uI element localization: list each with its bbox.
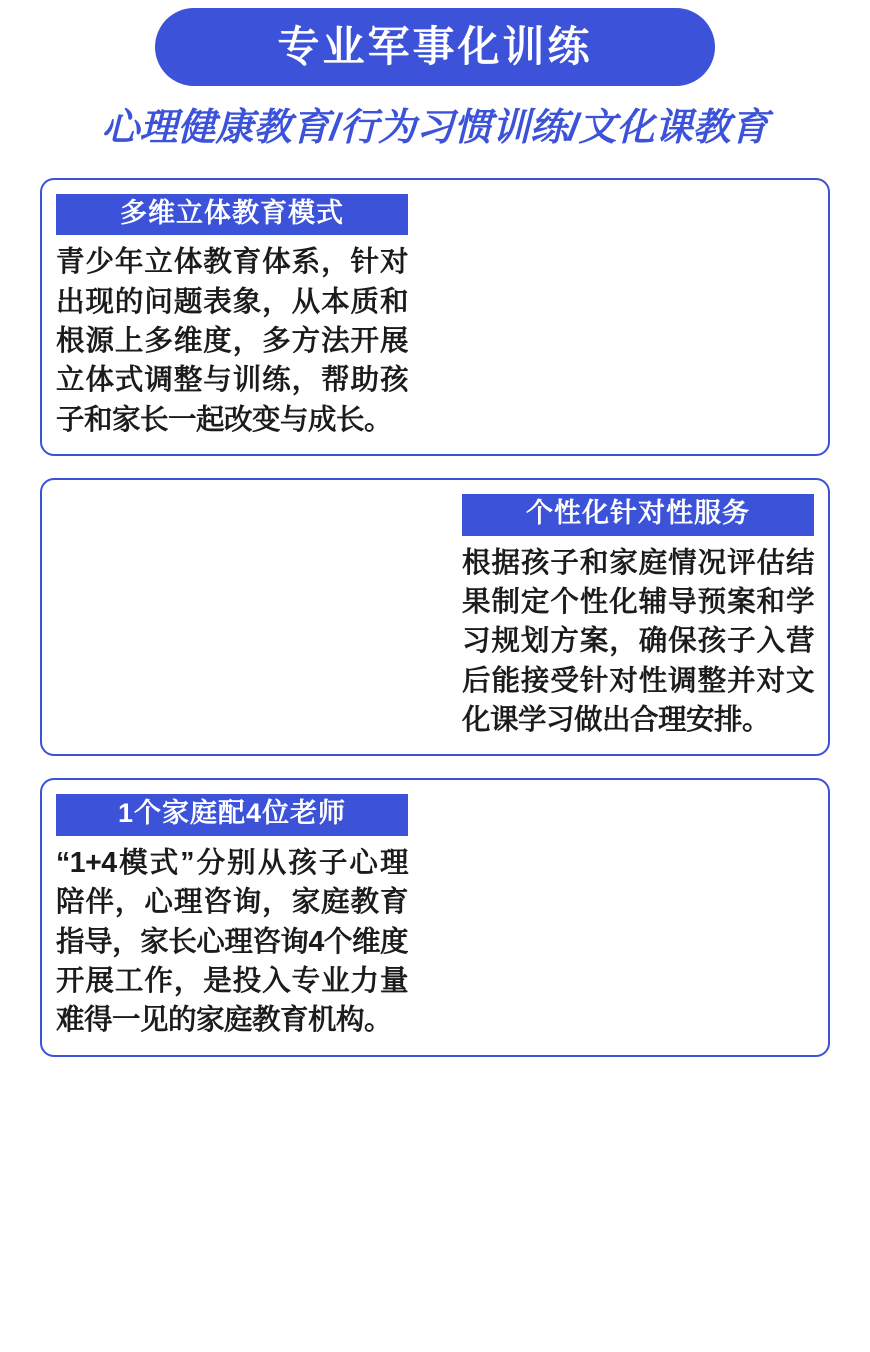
header-banner: [155, 8, 715, 86]
feature-card-3-body: “1+4模式”分别从孩子心理陪伴，心理咨询，家庭教育指导，家长心理咨询4个维度开展工作，是投入专业力量难得一见的家庭教育机构。: [56, 847, 408, 1037]
feature-card-1-tag: 多维立体教育模式: [56, 194, 408, 236]
feature-card-1-body: 青少年立体教育体系，针对出现的问题表象，从本质和根源上多维度，多方法开展立体式调整与训练，帮助孩子和家长一起改变与成长。: [56, 246, 408, 436]
feature-card-3-tag: 1个家庭配4位老师: [56, 794, 408, 836]
feature-card-1-text-column: [56, 194, 408, 440]
poster-page: [0, 8, 870, 1352]
feature-card-2-tag: 个性化针对性服务: [462, 494, 814, 536]
feature-card-2-body: 根据孩子和家庭情况评估结果制定个性化辅导预案和学习规划方案，确保孩子入营后能接受针对性调整并对文化课学习做出合理安排。: [462, 546, 814, 737]
feature-card-2: [40, 478, 830, 756]
page-subtitle: 心理健康教育/行为习惯训练/文化课教育: [101, 107, 769, 149]
feature-card-list: [0, 178, 870, 1057]
feature-card-1: [40, 178, 830, 456]
feature-card-2-text-column: [462, 494, 814, 740]
page-title: 专业军事化训练: [277, 23, 593, 70]
feature-card-3-text-column: [56, 794, 408, 1040]
feature-card-3: [40, 778, 830, 1056]
